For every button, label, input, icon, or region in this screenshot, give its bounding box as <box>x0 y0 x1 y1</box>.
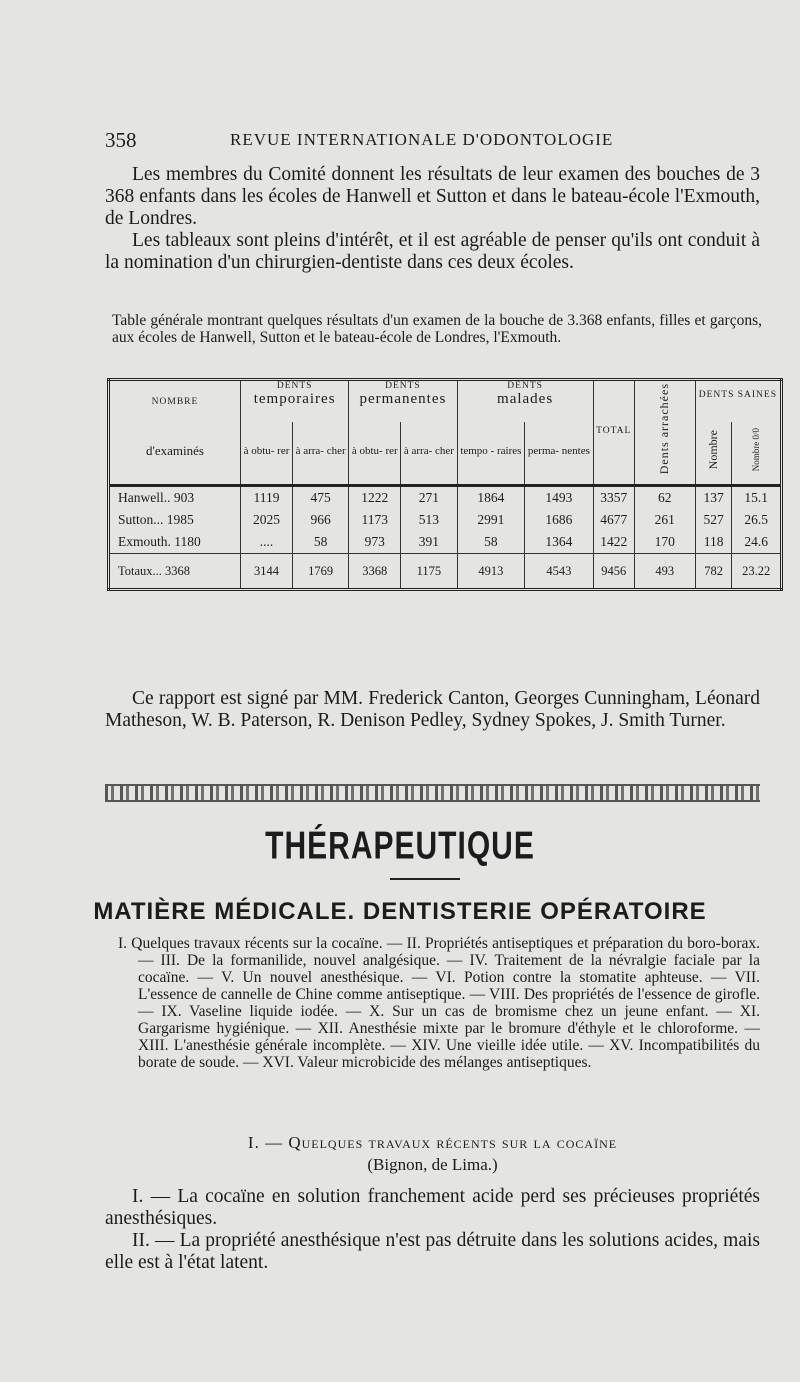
table-cell: 1222 <box>349 486 401 510</box>
ornamental-border <box>105 784 760 802</box>
table-cell: 58 <box>457 531 525 554</box>
table-row <box>109 509 782 531</box>
table-cell: 24.6 <box>732 531 782 554</box>
page-header <box>105 128 760 154</box>
row-label: Sutton... 1985 <box>118 512 194 527</box>
intro-paragraph-2: Les tableaux sont pleins d'intérêt, et il est agréable de penser qu'ils ont conduit à la nomination d'un chirurgien-dentiste dans ces deux écoles. <box>105 230 760 273</box>
table-cell: 26.5 <box>732 509 782 531</box>
table-cell: 58 <box>292 531 348 554</box>
header-dents-malades: DENTS malades <box>457 380 593 409</box>
table-cell: 527 <box>695 509 732 531</box>
totals-label: Totaux... 3368 <box>109 554 241 590</box>
table-cell: 475 <box>292 486 348 510</box>
totals-cell: 493 <box>634 554 695 590</box>
table-cell: 1422 <box>593 531 634 554</box>
section-title: THÉRAPEUTIQUE <box>265 824 535 868</box>
table-cell: 2991 <box>457 509 525 531</box>
header-permanentes: perma- nentes <box>525 422 594 480</box>
table-row <box>109 531 782 554</box>
article-author: (Bignon, de Lima.) <box>367 1155 498 1174</box>
table-cell: 62 <box>634 486 695 510</box>
table-cell: 966 <box>292 509 348 531</box>
table-cell: 137 <box>695 486 732 510</box>
table-cell: 170 <box>634 531 695 554</box>
totals-cell: 1175 <box>401 554 457 590</box>
running-title: REVUE INTERNATIONALE D'ODONTOLOGIE <box>230 130 614 149</box>
header-a-obturer: à obtu- rer <box>349 422 401 480</box>
header-dents-saines: DENTS SAINES <box>695 380 781 409</box>
totals-row <box>109 554 782 590</box>
table-cell: .... <box>241 531 293 554</box>
header-examines: d'examinés <box>146 443 204 458</box>
table-cell: 1686 <box>525 509 594 531</box>
totals-cell: 3368 <box>349 554 401 590</box>
table-cell: 973 <box>349 531 401 554</box>
header-saines-nombre: Nombre <box>695 422 732 480</box>
table-cell: 513 <box>401 509 457 531</box>
table-cell: 1119 <box>241 486 293 510</box>
intro-text <box>105 164 760 274</box>
row-label: Hanwell.. 903 <box>118 490 195 505</box>
article-paragraph-1: I. — La cocaïne en solution franchement acide perd ses précieuses propriétés anesthésiques. <box>105 1186 760 1229</box>
table-cell: 1864 <box>457 486 525 510</box>
table-caption: Table générale montrant quelques résultats d'un examen de la bouche de 3.368 enfants, filles et garçons, aux écoles de Hanwell, Sutton et le bateau-école de Londres, l'Exmouth. <box>112 312 762 346</box>
header-dents-permanentes: DENTS permanentes <box>349 380 457 409</box>
header-a-obturer: à obtu- rer <box>241 422 293 480</box>
signature-text: Ce rapport est signé par MM. Frederick Canton, Georges Cunningham, Léonard Matheson, W. B. Paterson, R. Denison Pedley, Sydney Spokes, J. Smith Turner. <box>105 688 760 731</box>
table-row <box>109 486 782 510</box>
table-cell: 118 <box>695 531 732 554</box>
totals-cell: 1769 <box>292 554 348 590</box>
contents-summary: I. Quelques travaux récents sur la cocaïne. — II. Propriétés antiseptiques et préparation du boro-borax. — III. De la formanilide, nouvel analgésique. — IV. Traitement de la névralgie faciale par la cocaïne. — V. Un nouvel anesthésique. — VI. Potion contre la stomatite aphteuse. — VII. L'essence de cannelle de Chine comme antiseptique. — VIII. Des propriétés de l'essence de girofle. — IX. Vaseline liquide iodée. — X. Sur un cas de bromisme chez un jeune enfant. — XI. Gargarisme hygiénique. — XII. Anesthésie mixte par le bromure d'éthyle et le chloroforme. — XIII. L'anesthésie générale incomplète. — XIV. Une vieille idée utile. — XV. Incompatibilités du borate de soude. — XVI. Valeur microbicide des mélanges antiseptiques. <box>118 935 760 1071</box>
page-number: 358 <box>105 128 137 152</box>
totals-cell: 3144 <box>241 554 293 590</box>
header-temporaires: tempo - raires <box>457 422 525 480</box>
header-saines-pct: Nombre 0/0 <box>732 422 782 480</box>
table-cell: 1364 <box>525 531 594 554</box>
table-cell: 2025 <box>241 509 293 531</box>
table-cell: 1493 <box>525 486 594 510</box>
table-cell: 271 <box>401 486 457 510</box>
header-a-arracher: à arra- cher <box>401 422 457 480</box>
table-cell: 391 <box>401 531 457 554</box>
header-nombre: NOMBRE <box>151 396 199 407</box>
table-cell: 261 <box>634 509 695 531</box>
article-paragraph-2: II. — La propriété anesthésique n'est pas détruite dans les solutions acides, mais elle est à l'état latent. <box>105 1230 760 1273</box>
title-rule <box>390 878 460 880</box>
totals-cell: 4543 <box>525 554 594 590</box>
table-cell: 3357 <box>593 486 634 510</box>
totals-cell: 782 <box>695 554 732 590</box>
header-dents-arrachees: Dents arrachées <box>634 380 695 481</box>
section-subtitle: MATIÈRE MÉDICALE. DENTISTERIE OPÉRATOIRE <box>93 898 707 925</box>
intro-paragraph-1: Les membres du Comité donnent les résultats de leur examen des bouches de 3 368 enfants dans les écoles de Hanwell et Sutton et dans le bateau-école l'Exmouth, de Londres. <box>105 164 760 229</box>
header-total: TOTAL <box>593 380 634 481</box>
header-a-arracher: à arra- cher <box>292 422 348 480</box>
totals-cell: 9456 <box>593 554 634 590</box>
header-dents-temporaires: DENTS temporaires <box>241 380 349 409</box>
article-text <box>105 1186 760 1274</box>
table-body <box>109 486 782 554</box>
results-table <box>107 378 783 591</box>
totals-cell: 23.22 <box>732 554 782 590</box>
article-heading <box>105 1132 760 1176</box>
totals-cell: 4913 <box>457 554 525 590</box>
table-cell: 4677 <box>593 509 634 531</box>
row-label: Exmouth. 1180 <box>118 534 201 549</box>
table-cell: 15.1 <box>732 486 782 510</box>
table-cell: 1173 <box>349 509 401 531</box>
article-title: I. — Quelques travaux récents sur la cocaïne <box>247 1133 618 1152</box>
